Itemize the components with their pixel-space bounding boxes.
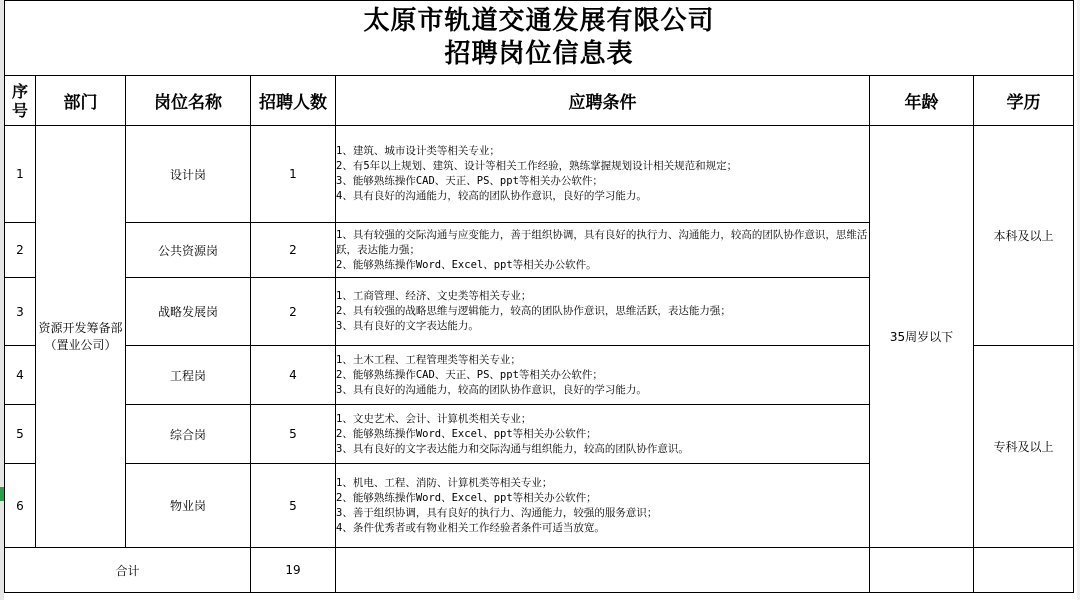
cell-position[interactable]: 工程岗 (126, 346, 251, 405)
header-education[interactable]: 学历 (974, 76, 1074, 126)
header-requirements[interactable]: 应聘条件 (336, 76, 870, 126)
header-age[interactable]: 年龄 (870, 76, 974, 126)
header-department[interactable]: 部门 (36, 76, 126, 126)
cell-index[interactable]: 4 (5, 346, 36, 405)
header-position[interactable]: 岗位名称 (126, 76, 251, 126)
cell-count[interactable]: 1 (251, 126, 336, 223)
cell-requirements[interactable]: 1、机电、工程、消防、计算机类等相关专业； 2、能够熟练操作Word、Excel、ppt等相关办公软件； 3、善于组织协调，具有良好的执行力、沟通能力，较强的服务意识； 4、条件优秀者或有物业相关工作经验者条件可适当放宽。 (336, 464, 870, 548)
table-title[interactable] (5, 1, 1074, 76)
cell-position[interactable]: 公共资源岗 (126, 223, 251, 278)
cell-position[interactable]: 战略发展岗 (126, 278, 251, 346)
cell-count[interactable]: 5 (251, 405, 336, 464)
cell-education-bachelor[interactable]: 本科及以上 (974, 126, 1074, 346)
cell-index[interactable]: 1 (5, 126, 36, 223)
header-index[interactable]: 序 号 (5, 76, 36, 126)
cell-count[interactable]: 2 (251, 223, 336, 278)
total-row (5, 548, 1074, 593)
title-company: 太原市轨道交通发展有限公司 (363, 6, 715, 36)
cell-requirements[interactable]: 1、建筑、城市设计类等相关专业； 2、有5年以上规划、建筑、设计等相关工作经验，熟练掌握规划设计相关规范和规定； 3、能够熟练操作CAD、天正、PS、ppt等相关办公软件； 4、具有良好的沟通能力，较高的团队协作意识，良好的学习能力。 (336, 126, 870, 223)
cell-requirements[interactable]: 1、文史艺术、会计、计算机类相关专业； 2、能够熟练操作Word、Excel、ppt等相关办公软件； 3、具有良好的文字表达能力和交际沟通与组织能力，较高的团队协作意识。 (336, 405, 870, 464)
cell-requirements[interactable]: 1、工商管理、经济、文史类等相关专业； 2、具有较强的战略思维与逻辑能力，较高的团队协作意识，思维活跃，表达能力强； 3、具有良好的文字表达能力。 (336, 278, 870, 346)
cell-count[interactable]: 2 (251, 278, 336, 346)
table-row (5, 126, 1074, 223)
cell-index[interactable]: 2 (5, 223, 36, 278)
recruitment-table (4, 0, 1074, 593)
cell-total-empty[interactable] (870, 548, 974, 593)
cell-total-empty[interactable] (336, 548, 870, 593)
cell-position[interactable]: 综合岗 (126, 405, 251, 464)
cell-total-count[interactable]: 19 (251, 548, 336, 593)
title-subtitle: 招聘岗位信息表 (444, 39, 634, 69)
cell-requirements[interactable]: 1、土木工程、工程管理类等相关专业； 2、能够熟练操作CAD、天正、PS、ppt等相关办公软件； 3、具有良好的沟通能力，较高的团队协作意识，良好的学习能力。 (336, 346, 870, 405)
cell-index[interactable]: 3 (5, 278, 36, 346)
cell-age[interactable]: 35周岁以下 (870, 126, 974, 548)
cell-position[interactable]: 设计岗 (126, 126, 251, 223)
cell-requirements[interactable]: 1、具有较强的交际沟通与应变能力，善于组织协调，具有良好的执行力、沟通能力，较高的团队协作意识，思维活跃，表达能力强； 2、能够熟练操作Word、Excel、ppt等相关办公软件。 (336, 223, 870, 278)
header-count[interactable]: 招聘人数 (251, 76, 336, 126)
cell-department[interactable]: 资源开发筹备部 （置业公司） (36, 126, 126, 548)
cell-total-label[interactable]: 合计 (5, 548, 251, 593)
cell-index[interactable]: 6 (5, 464, 36, 548)
header-row (5, 76, 1074, 126)
title-row (5, 1, 1074, 76)
cell-total-empty[interactable] (974, 548, 1074, 593)
cell-index[interactable]: 5 (5, 405, 36, 464)
cell-count[interactable]: 4 (251, 346, 336, 405)
cell-count[interactable]: 5 (251, 464, 336, 548)
cell-education-associate[interactable]: 专科及以上 (974, 346, 1074, 548)
cell-position[interactable]: 物业岗 (126, 464, 251, 548)
